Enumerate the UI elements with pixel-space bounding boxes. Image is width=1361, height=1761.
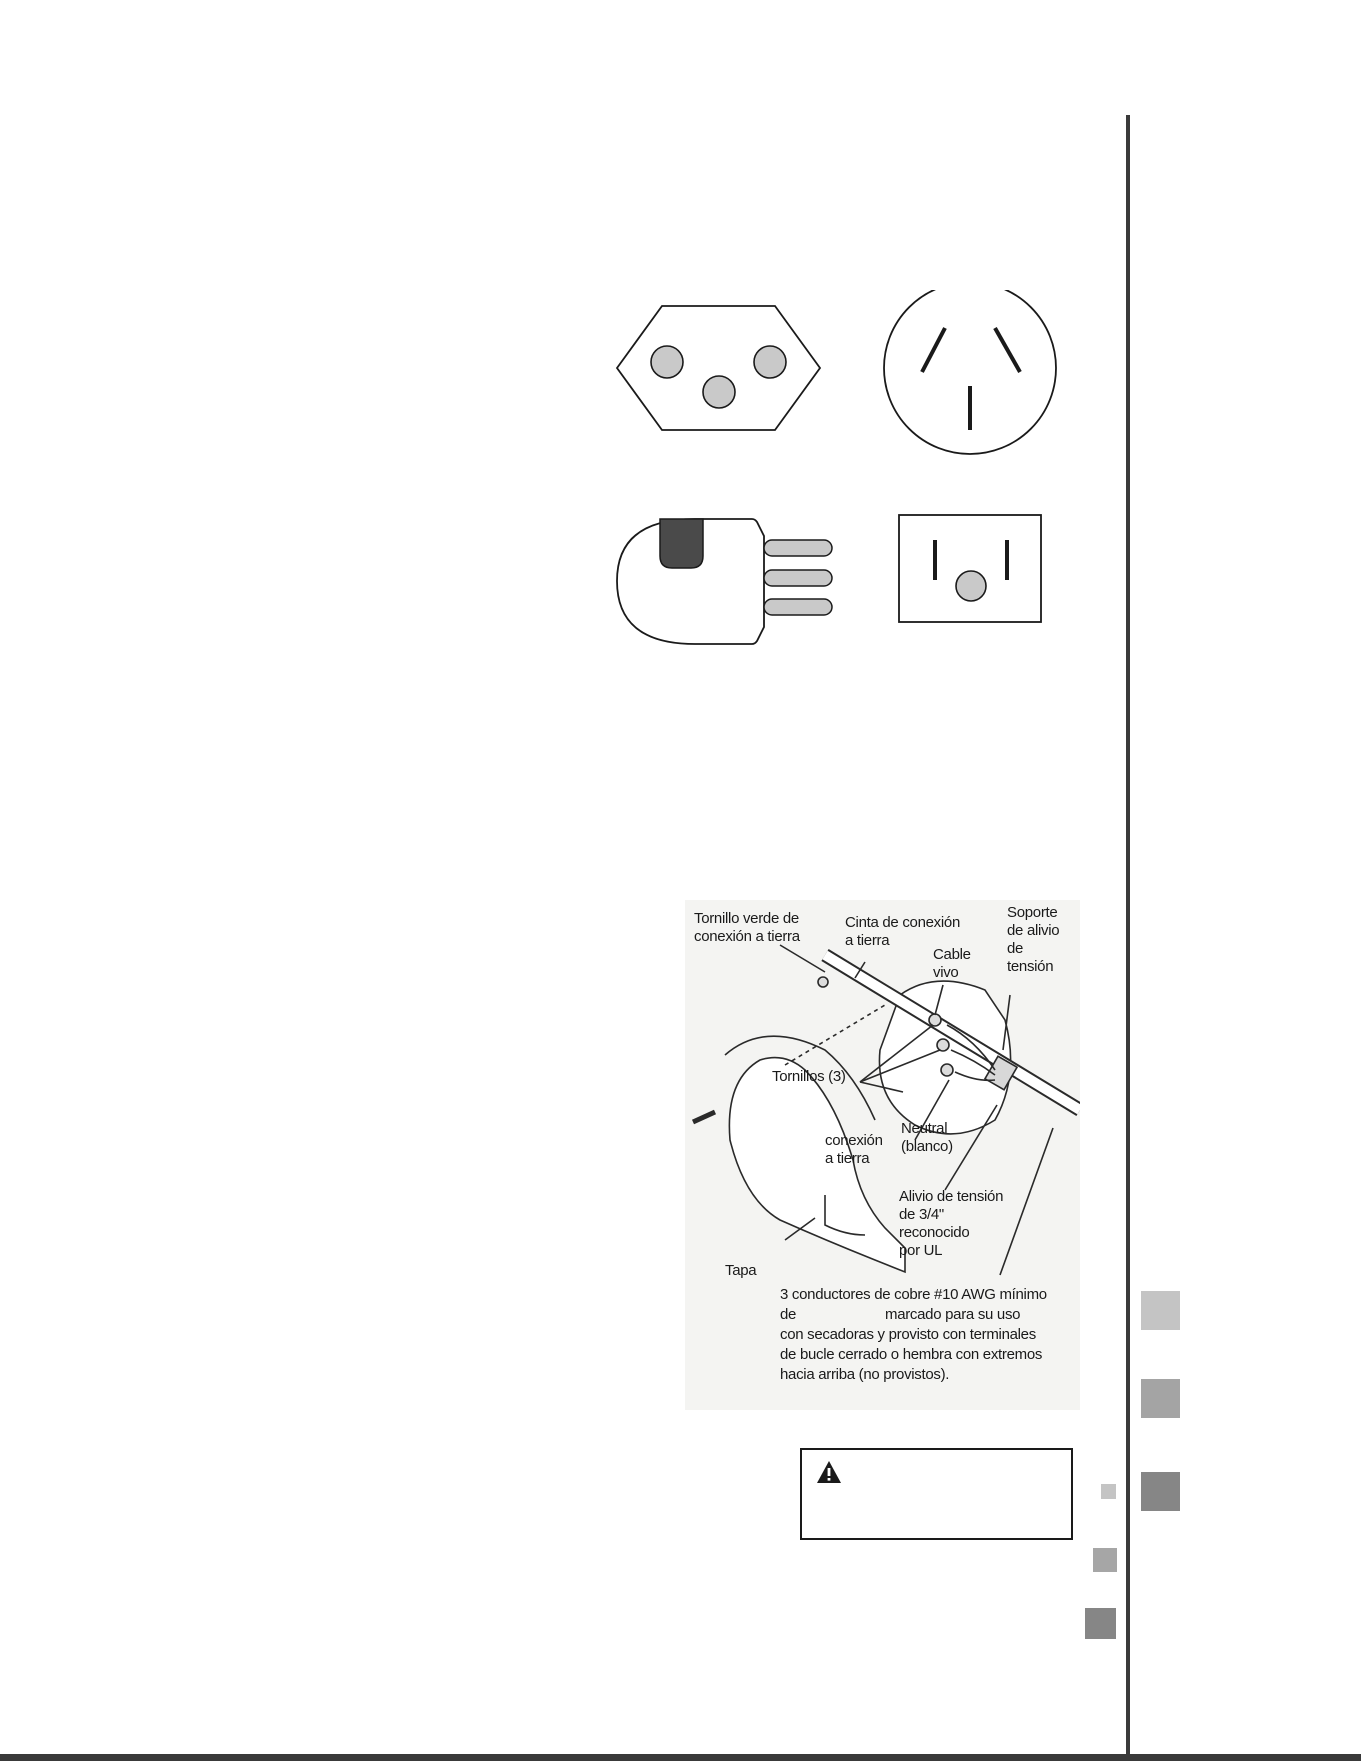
label-screws: Tornillos (3): [772, 1068, 846, 1085]
round-outlet: [884, 290, 1056, 454]
angled-plug: [617, 519, 832, 644]
label-neutral: Neutral (blanco): [901, 1120, 953, 1155]
label-ground-strap: Cinta de conexión a tierra: [845, 914, 960, 949]
label-strain-relief: Alivio de tensión de 3/4" reconocido por UL: [899, 1188, 1004, 1259]
dryer-wiring-illustration: [685, 900, 1080, 1410]
rectangular-outlet: [899, 515, 1041, 622]
small-marker-light: [1101, 1484, 1116, 1499]
small-marker-dark: [1085, 1608, 1116, 1639]
warning-triangle-icon: [816, 1460, 842, 1484]
label-live-wire: Cable vivo: [933, 946, 971, 981]
plug-diagrams: [610, 290, 1070, 660]
warning-box: [800, 1448, 1073, 1540]
hex-plug-face: [617, 306, 820, 430]
conductor-note-line-3: con secadoras y provisto con terminales: [780, 1326, 1036, 1343]
small-marker-mid: [1093, 1548, 1117, 1572]
label-green-ground-screw: Tornillo verde de conexión a tierra: [694, 910, 800, 945]
conductor-note-line-2b: marcado para su uso: [885, 1306, 1021, 1323]
conductor-note-line-2a: de: [780, 1306, 797, 1323]
conductor-note-line-1: 3 conductores de cobre #10 AWG mínimo: [780, 1286, 1047, 1303]
section-tab-marker-mid: [1141, 1379, 1180, 1418]
conductor-note-line-4: de bucle cerrado o hembra con extremos: [780, 1346, 1043, 1363]
page-bottom-rule: [0, 1754, 1361, 1761]
label-ground: conexión a tierra: [825, 1132, 883, 1167]
conductor-note-line-5: hacia arriba (no provistos).: [780, 1366, 950, 1383]
section-tab-marker-light: [1141, 1291, 1180, 1330]
plug-diagrams-svg: [610, 290, 1070, 660]
label-cover: Tapa: [725, 1262, 757, 1279]
label-strain-relief-bracket: Soporte de alivio de tensión: [1007, 904, 1060, 975]
section-tab-marker-dark: [1141, 1472, 1180, 1511]
page-side-rule: [1126, 115, 1130, 1757]
